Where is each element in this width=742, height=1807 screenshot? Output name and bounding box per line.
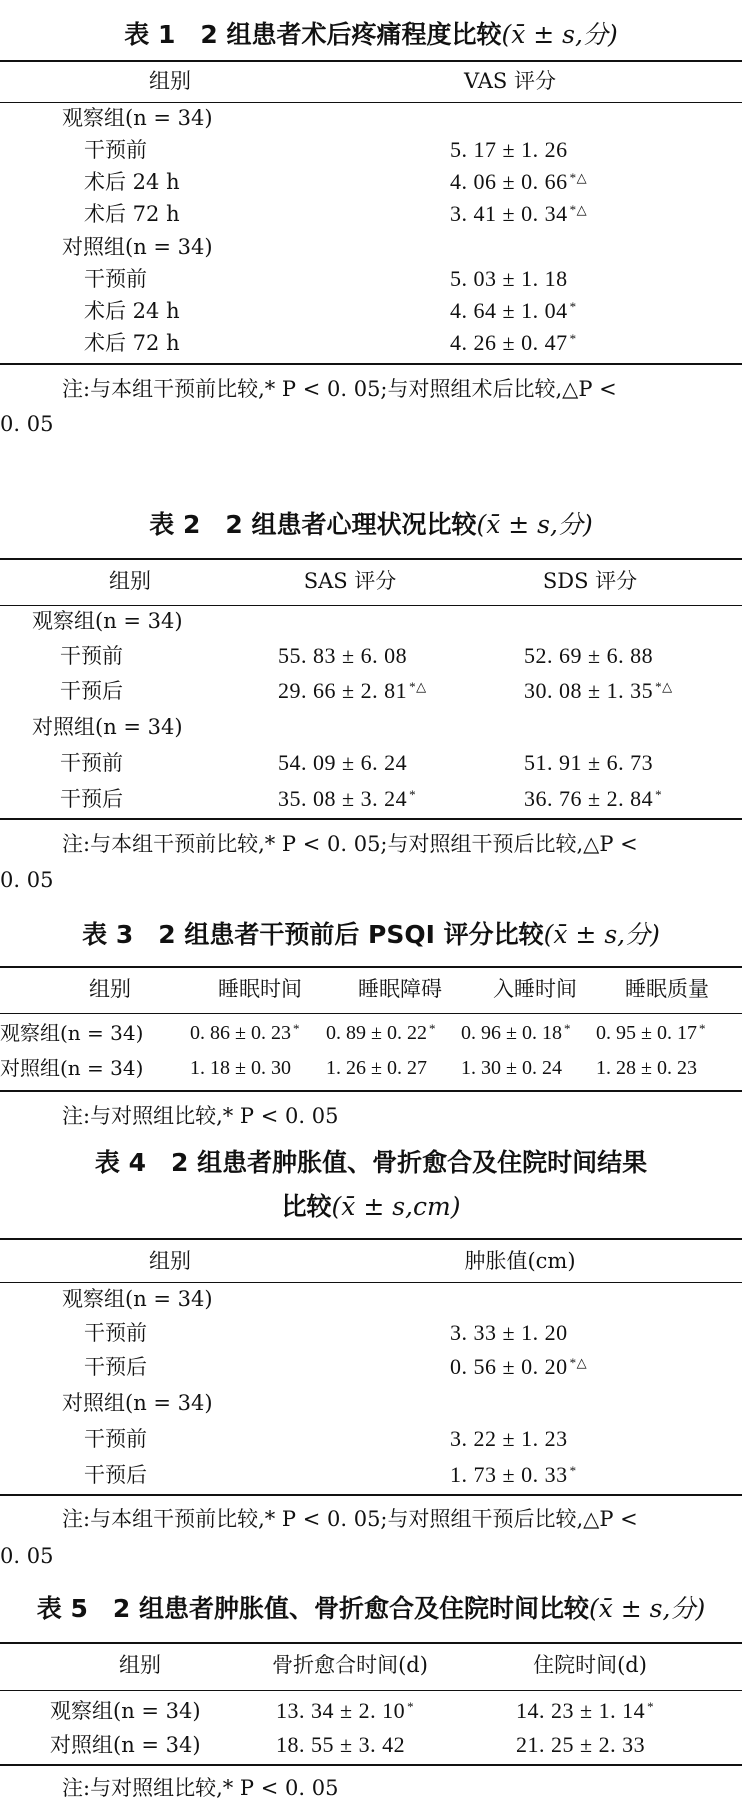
table1-row-value: 4. 06 ± 0. 66 *△ [450,169,588,194]
table2-sas-value: 35. 08 ± 3. 24 * [278,786,417,811]
table2-note-cont: 0. 05 [0,868,54,892]
table5-row-label: 对照组(n = 34) [50,1733,201,1757]
table3-cell: 0. 89 ± 0. 22 * [326,1021,436,1044]
table2-row-label: 干预后 [60,787,123,811]
table2-header-group: 组别 [109,569,151,593]
table2-row-label: 干预前 [60,751,123,775]
table2-note: 注:与本组干预前比较,* P < 0. 05;与对照组干预后比较,△P < [62,832,638,856]
table1-row-value: 4. 64 ± 1. 04 * [450,298,577,323]
table4-top-rule [0,1238,742,1240]
table2-row-label: 观察组(n = 34) [32,609,183,633]
table4-row-label: 干预后 [84,1463,147,1487]
table3-cell: 0. 86 ± 0. 23 * [190,1021,300,1044]
table1-row-label: 干预前 [84,138,147,162]
table1-row-label: 术后 72 h [84,331,180,355]
table4-row-label: 干预前 [84,1427,147,1451]
table5-heal-value: 18. 55 ± 3. 42 [276,1732,406,1757]
table5-heal-value: 13. 34 ± 2. 10 * [276,1698,415,1723]
table1-row-label: 术后 24 h [84,299,180,323]
table5-stay-value: 21. 25 ± 2. 33 [516,1732,646,1757]
table3-row-label: 对照组(n = 34) [0,1056,144,1080]
table2-title-text: 表 2 2 组患者心理状况比较 [149,510,477,539]
table2-header-sas: SAS 评分 [303,569,397,593]
table2-row-label: 干预前 [60,644,123,668]
table5-top-rule [0,1642,742,1644]
table3-top-rule [0,966,742,968]
table4-note-cont: 0. 05 [0,1544,54,1568]
table3-bottom-rule [0,1090,742,1092]
table2-sds-value: 52. 69 ± 6. 88 [524,643,654,668]
table3-title [0,918,742,952]
table5-title [0,1592,742,1626]
table5-header-rule [0,1690,742,1691]
table1-note-cont: 0. 05 [0,412,54,436]
table3-header-group: 组别 [89,977,131,1001]
table4-row-label: 观察组(n = 34) [62,1287,213,1311]
table2-sas-value: 54. 09 ± 6. 24 [278,750,408,775]
table4-title-line2 [0,1190,742,1224]
table4-title-text: 比较 [281,1192,332,1221]
table1-header-vas: VAS 评分 [464,69,556,93]
table1-row-label: 术后 24 h [84,170,180,194]
table2-row-label: 对照组(n = 34) [32,715,183,739]
table3-title-text: 表 3 2 组患者干预前后 PSQI 评分比较 [82,920,544,949]
table2-sds-value: 36. 76 ± 2. 84 * [524,786,663,811]
table4-row-label: 对照组(n = 34) [62,1391,213,1415]
table4-title: 表 4 2 组患者肿胀值、骨折愈合及住院时间结果 [94,1148,648,1177]
table1-title-text: 表 1 2 组患者术后疼痛程度比较 [124,20,502,49]
table2-header-sds: SDS 评分 [542,569,638,593]
table5-note: 注:与对照组比较,* P < 0. 05 [62,1776,339,1800]
table3-cell: 1. 28 ± 0. 23 [596,1057,697,1079]
table3-header-sleep-time: 睡眠时间 [218,977,302,1001]
table2-sas-value: 55. 83 ± 6. 08 [278,643,408,668]
table5-header-group: 组别 [119,1653,161,1677]
table5-stay-value: 14. 23 ± 1. 14 * [516,1698,655,1723]
table3-header-rule [0,1013,742,1014]
table3-cell: 1. 26 ± 0. 27 [326,1057,427,1079]
table3-cell: 0. 96 ± 0. 18 * [461,1021,571,1044]
table1-row-label: 干预前 [84,267,147,291]
table3-cell: 1. 18 ± 0. 30 [190,1057,291,1079]
table1-top-rule [0,60,742,62]
table2-row-label: 干预后 [60,679,123,703]
table5-row-label: 观察组(n = 34) [50,1699,201,1723]
table2-title [0,508,742,542]
table1-header-group: 组别 [149,69,191,93]
table4-row-value: 3. 33 ± 1. 20 [450,1320,568,1345]
table3-cell: 0. 95 ± 0. 17 * [596,1021,706,1044]
table4-title-stat: (x̄ ± s,cm) [331,1192,461,1221]
table3-note: 注:与对照组比较,* P < 0. 05 [62,1104,339,1128]
table4-header-group: 组别 [149,1249,191,1273]
table5-bottom-rule [0,1764,742,1766]
table1-note: 注:与本组干预前比较,* P < 0. 05;与对照组术后比较,△P < [62,377,617,401]
table1-row-value: 4. 26 ± 0. 47 * [450,330,577,355]
table1-row-label: 对照组(n = 34) [62,235,213,259]
table5-title-stat: (x̄ ± s,分) [588,1594,706,1623]
table4-row-value: 0. 56 ± 0. 20 *△ [450,1354,588,1379]
table1-title [0,18,742,52]
table5-title-text: 表 5 2 组患者肿胀值、骨折愈合及住院时间比较 [36,1594,589,1623]
table4-bottom-rule [0,1494,742,1496]
table1-bottom-rule [0,363,742,365]
table3-title-stat: (x̄ ± s,分) [543,920,660,949]
table1-title-stat: (x̄ ± s,分) [501,20,618,49]
table4-row-value: 1. 73 ± 0. 33 * [450,1462,577,1487]
table2-sas-value: 29. 66 ± 2. 81 *△ [278,678,427,703]
table3-header-sleep-disorder: 睡眠障碍 [358,977,442,1001]
table3-header-sleep-latency: 入睡时间 [493,977,577,1001]
table4-header-rule [0,1282,742,1283]
table1-row-value: 5. 17 ± 1. 26 [450,137,568,162]
table3-header-sleep-quality: 睡眠质量 [625,977,709,1001]
table2-bottom-rule [0,818,742,820]
table5-header-healing: 骨折愈合时间(d) [272,1653,428,1677]
table3-row-label: 观察组(n = 34) [0,1021,144,1045]
table4-note: 注:与本组干预前比较,* P < 0. 05;与对照组干预后比较,△P < [62,1507,638,1531]
table2-sds-value: 51. 91 ± 6. 73 [524,750,654,775]
table4-header-swelling: 肿胀值(cm) [464,1249,576,1273]
table4-row-value: 3. 22 ± 1. 23 [450,1426,568,1451]
table2-title-stat: (x̄ ± s,分) [476,510,593,539]
table1-row-value: 5. 03 ± 1. 18 [450,266,568,291]
table3-cell: 1. 30 ± 0. 24 [461,1057,562,1079]
table5-header-stay: 住院时间(d) [533,1653,647,1677]
table4-row-label: 干预后 [84,1355,147,1379]
table1-row-value: 3. 41 ± 0. 34 *△ [450,201,588,226]
table2-top-rule [0,558,742,560]
table4-row-label: 干预前 [84,1321,147,1345]
table1-row-label: 术后 72 h [84,202,180,226]
table1-row-label: 观察组(n = 34) [62,106,213,130]
table2-sds-value: 30. 08 ± 1. 35 *△ [524,678,673,703]
